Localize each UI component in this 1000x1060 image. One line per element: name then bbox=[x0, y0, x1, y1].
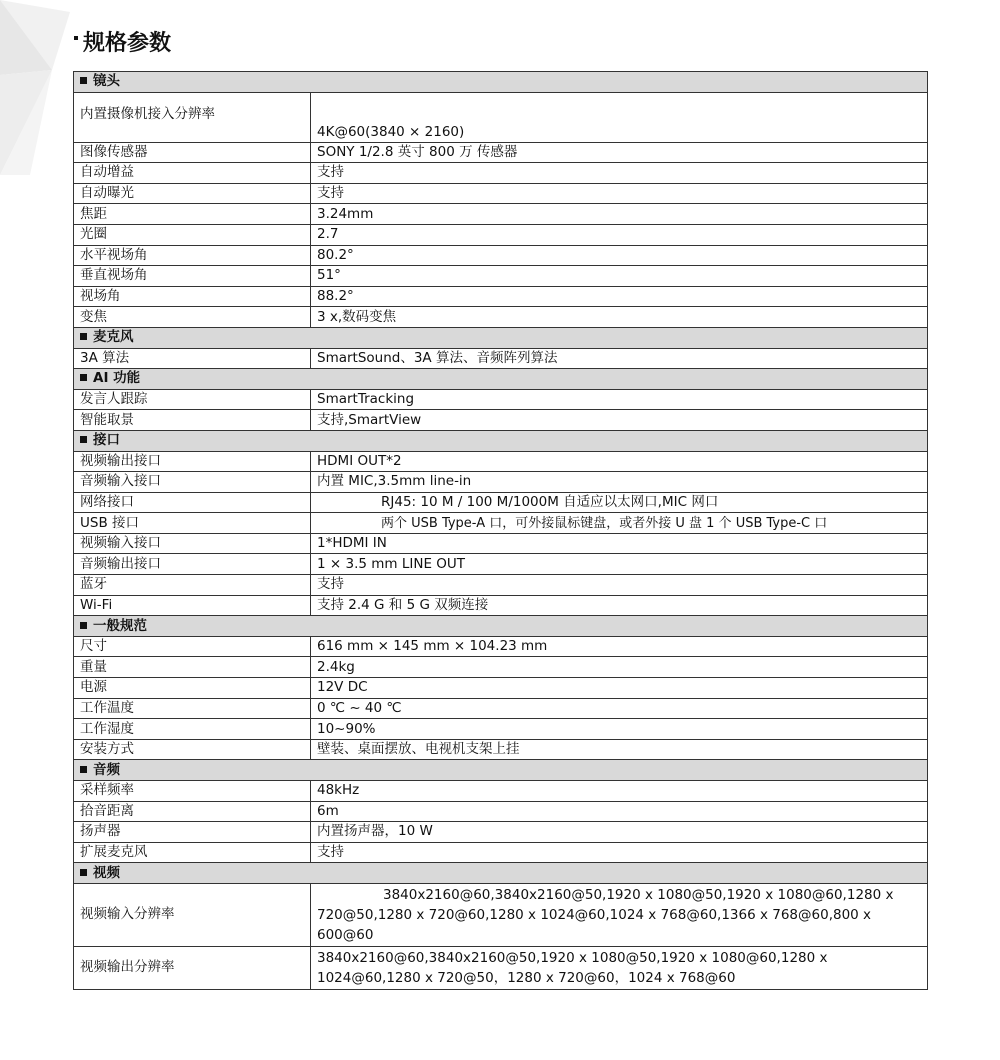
spec-value: 内置 MIC,3.5mm line-in bbox=[311, 472, 928, 493]
spec-label: 发言人跟踪 bbox=[74, 389, 311, 410]
section-title: AI 功能 bbox=[93, 370, 141, 387]
spec-value: 12V DC bbox=[311, 678, 928, 699]
table-row bbox=[74, 781, 928, 802]
section-header-interfaces bbox=[74, 430, 928, 451]
table-row bbox=[74, 719, 928, 740]
section-header-ai bbox=[74, 369, 928, 390]
spec-value: SmartSound、3A 算法、音频阵列算法 bbox=[311, 348, 928, 369]
section-header-microphone bbox=[74, 327, 928, 348]
spec-value: 6m bbox=[311, 801, 928, 822]
spec-label: 音频输出接口 bbox=[74, 554, 311, 575]
spec-value: 支持 bbox=[311, 183, 928, 204]
spec-value: 3.24mm bbox=[311, 204, 928, 225]
spec-label: 网络接口 bbox=[74, 492, 311, 513]
table-row bbox=[74, 410, 928, 431]
spec-value: 支持 bbox=[311, 575, 928, 596]
spec-label: 视频输入分辨率 bbox=[74, 883, 311, 946]
table-row bbox=[74, 595, 928, 616]
spec-value: RJ45: 10 M / 100 M/1000M 自适应以太网口,MIC 网口 bbox=[311, 492, 928, 513]
spec-label: 重量 bbox=[74, 657, 311, 678]
spec-label: 音频输入接口 bbox=[74, 472, 311, 493]
spec-label: 焦距 bbox=[74, 204, 311, 225]
spec-value: 两个 USB Type-A 口，可外接鼠标键盘，或者外接 U 盘 1 个 USB Type-C 口 bbox=[311, 513, 928, 534]
spec-value bbox=[311, 883, 928, 946]
spec-label: 电源 bbox=[74, 678, 311, 699]
section-header-video bbox=[74, 863, 928, 884]
spec-value: 3 x,数码变焦 bbox=[311, 307, 928, 328]
section-title: 一般规范 bbox=[93, 617, 147, 634]
spec-value: 616 mm × 145 mm × 104.23 mm bbox=[311, 636, 928, 657]
table-row bbox=[74, 739, 928, 760]
spec-value-text: 3840x2160@60,3840x2160@50,1920 x 1080@50,1920 x 1080@60,1280 x 720@50,1280 x 720@60,1280 x 1024@60,1024 x 768@60,1366 x 768@60,800 x 600@60 bbox=[317, 886, 894, 943]
section-bullet-icon bbox=[80, 77, 87, 84]
spec-label: Wi-Fi bbox=[74, 595, 311, 616]
section-header-general bbox=[74, 616, 928, 637]
spec-label: 视频输出接口 bbox=[74, 451, 311, 472]
spec-label: 视场角 bbox=[74, 286, 311, 307]
table-row bbox=[74, 822, 928, 843]
spec-value: 48kHz bbox=[311, 781, 928, 802]
section-header-audio bbox=[74, 760, 928, 781]
spec-value: SmartTracking bbox=[311, 389, 928, 410]
table-row bbox=[74, 389, 928, 410]
page-title bbox=[74, 26, 171, 57]
spec-label: 安装方式 bbox=[74, 739, 311, 760]
spec-label: 采样频率 bbox=[74, 781, 311, 802]
spec-value: 壁装、桌面摆放、电视机支架上挂 bbox=[311, 739, 928, 760]
table-row bbox=[74, 842, 928, 863]
spec-value: 支持 2.4 G 和 5 G 双频连接 bbox=[311, 595, 928, 616]
spec-value: 88.2° bbox=[311, 286, 928, 307]
spec-value: 支持 bbox=[311, 163, 928, 184]
table-row bbox=[74, 492, 928, 513]
spec-value: 支持 bbox=[311, 842, 928, 863]
section-header-lens bbox=[74, 72, 928, 93]
table-row bbox=[74, 266, 928, 287]
section-bullet-icon bbox=[80, 333, 87, 340]
spec-label: 自动增益 bbox=[74, 163, 311, 184]
table-row bbox=[74, 163, 928, 184]
spec-label: 拾音距离 bbox=[74, 801, 311, 822]
spec-table bbox=[73, 71, 928, 990]
section-title: 音频 bbox=[93, 761, 120, 778]
page-title-text: 规格参数 bbox=[83, 31, 172, 56]
section-bullet-icon bbox=[80, 869, 87, 876]
spec-label: 工作温度 bbox=[74, 698, 311, 719]
spec-value: 3840x2160@60,3840x2160@50,1920 x 1080@50,1920 x 1080@60,1280 x 1024@60,1280 x 720@50，1280 x 720@60，1024 x 768@60 bbox=[311, 946, 928, 989]
spec-value: 10~90% bbox=[311, 719, 928, 740]
section-title: 镜头 bbox=[93, 73, 120, 90]
table-row bbox=[74, 946, 928, 989]
table-row bbox=[74, 348, 928, 369]
table-row bbox=[74, 307, 928, 328]
table-row bbox=[74, 142, 928, 163]
spec-value: 80.2° bbox=[311, 245, 928, 266]
spec-label: 3A 算法 bbox=[74, 348, 311, 369]
spec-label: 智能取景 bbox=[74, 410, 311, 431]
spec-label: 工作湿度 bbox=[74, 719, 311, 740]
table-row bbox=[74, 204, 928, 225]
table-row bbox=[74, 286, 928, 307]
table-row bbox=[74, 245, 928, 266]
spec-label: 视频输出分辨率 bbox=[74, 946, 311, 989]
spec-label: 扩展麦克风 bbox=[74, 842, 311, 863]
spec-value: 内置扬声器，10 W bbox=[311, 822, 928, 843]
section-bullet-icon bbox=[80, 374, 87, 381]
table-row bbox=[74, 183, 928, 204]
table-row bbox=[74, 224, 928, 245]
table-row bbox=[74, 698, 928, 719]
table-row bbox=[74, 533, 928, 554]
table-row bbox=[74, 554, 928, 575]
spec-label: 尺寸 bbox=[74, 636, 311, 657]
spec-value: SONY 1/2.8 英寸 800 万 传感器 bbox=[311, 142, 928, 163]
spec-label: USB 接口 bbox=[74, 513, 311, 534]
spec-value: 2.4kg bbox=[311, 657, 928, 678]
section-title: 视频 bbox=[93, 864, 120, 881]
spec-value: HDMI OUT*2 bbox=[311, 451, 928, 472]
spec-label: 视频输入接口 bbox=[74, 533, 311, 554]
spec-value: 0 ℃ ~ 40 ℃ bbox=[311, 698, 928, 719]
spec-label: 扬声器 bbox=[74, 822, 311, 843]
spec-label: 内置摄像机接入分辨率 bbox=[74, 92, 311, 142]
spec-label: 变焦 bbox=[74, 307, 311, 328]
spec-value: 1 × 3.5 mm LINE OUT bbox=[311, 554, 928, 575]
table-row bbox=[74, 801, 928, 822]
title-bullet bbox=[74, 36, 78, 40]
table-row bbox=[74, 678, 928, 699]
spec-label: 蓝牙 bbox=[74, 575, 311, 596]
table-row bbox=[74, 513, 928, 534]
table-row bbox=[74, 883, 928, 946]
table-row bbox=[74, 575, 928, 596]
spec-value: 51° bbox=[311, 266, 928, 287]
table-row bbox=[74, 636, 928, 657]
spec-label: 光圈 bbox=[74, 224, 311, 245]
section-title: 接口 bbox=[93, 432, 120, 449]
table-row bbox=[74, 657, 928, 678]
table-row bbox=[74, 92, 928, 142]
section-bullet-icon bbox=[80, 436, 87, 443]
spec-value: 4K@60(3840 × 2160) bbox=[311, 92, 928, 142]
spec-label: 水平视场角 bbox=[74, 245, 311, 266]
section-bullet-icon bbox=[80, 766, 87, 773]
spec-value: 2.7 bbox=[311, 224, 928, 245]
spec-value: 1*HDMI IN bbox=[311, 533, 928, 554]
spec-label: 自动曝光 bbox=[74, 183, 311, 204]
table-row bbox=[74, 472, 928, 493]
spec-value: 支持,SmartView bbox=[311, 410, 928, 431]
section-bullet-icon bbox=[80, 622, 87, 629]
section-title: 麦克风 bbox=[93, 329, 134, 346]
spec-label: 图像传感器 bbox=[74, 142, 311, 163]
spec-label: 垂直视场角 bbox=[74, 266, 311, 287]
table-row bbox=[74, 451, 928, 472]
